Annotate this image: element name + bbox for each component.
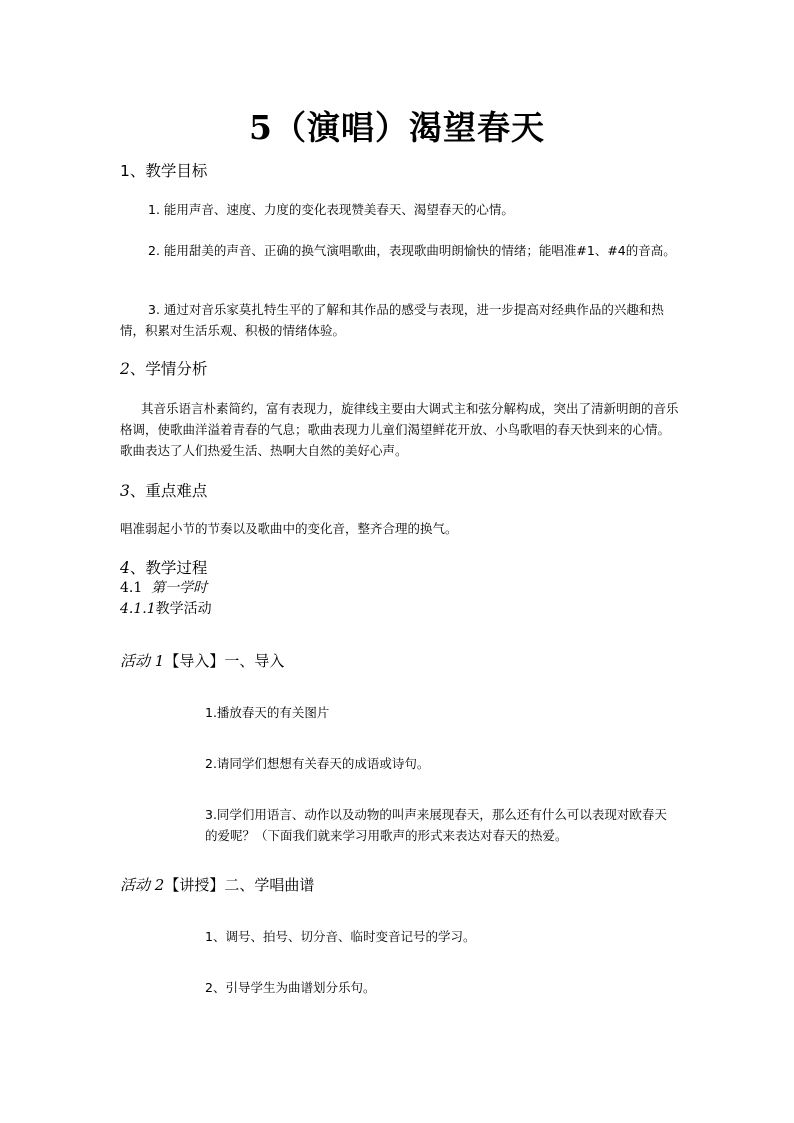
key-points-paragraph: 唱准弱起小节的节奏以及歌曲中的变化音，整齐合理的换气。: [120, 521, 458, 536]
activity-prefix: 活动 2: [120, 876, 165, 894]
section-heading-analysis: [120, 358, 207, 380]
section-heading-objectives: 1、教学目标: [120, 162, 208, 180]
section-heading-process: [120, 557, 207, 579]
section-number: 3: [120, 482, 130, 500]
activity-title: 【讲授】二、学唱曲谱: [164, 876, 315, 894]
activity-prefix: 活动 1: [120, 652, 165, 670]
page-title: 5（演唱）渴望春天: [249, 108, 545, 147]
subsection-text: 教学活动: [155, 601, 212, 617]
activity-1-item-2: 2.请同学们想想有关春天的成语或诗句。: [205, 756, 430, 771]
objective-item-1: 1. 能用声音、速度、力度的变化表现赞美春天、渴望春天的心情。: [148, 202, 514, 217]
subsection-text: 第一学时: [151, 580, 208, 596]
activity-1-item-3: 3.同学们用语言、动作以及动物的叫声来展现春天，那么还有什么可以表现对欧春天的爱呢？（下面我们就来学习用歌声的形式来表达对春天的热爱。: [205, 807, 667, 843]
activity-2-item-1: 1、调号、拍号、切分音、临时变音记号的学习。: [205, 929, 476, 944]
subsection-lesson: [120, 578, 207, 598]
section-number: 4: [120, 559, 130, 577]
section-heading-text: 、学情分析: [129, 360, 208, 378]
subsection-number: 4.1: [120, 580, 143, 596]
section-heading-text: 、教学过程: [129, 559, 208, 577]
objective-item-2: 2. 能用甜美的声音、正确的换气演唱歌曲，表现歌曲明朗愉快的情绪；能唱准#1、#4的音高。: [148, 243, 676, 258]
objective-item-3: 3. 通过对音乐家莫扎特生平的了解和其作品的感受与表现，进一步提高对经典作品的兴趣和热情，积累对生活乐观、积极的情绪体验。: [120, 302, 664, 338]
subsection-activities: [120, 599, 212, 619]
activity-2-heading: [120, 874, 314, 896]
activity-1-heading: [120, 650, 284, 672]
section-number: 2: [120, 360, 130, 378]
subsection-number: 4.1.1: [120, 601, 156, 617]
section-heading-text: 、重点难点: [129, 482, 208, 500]
analysis-paragraph: 其音乐语言朴素简约，富有表现力，旋律线主要由大调式主和弦分解构成，突出了清新明朗的音乐格调，使歌曲洋溢着青春的气息；歌曲表现力儿童们渴望鲜花开放、小鸟歌唱的春天快到来的心情。歌曲表达了人们热爱生活、热啊大自然的美好心声。: [120, 401, 679, 458]
section-heading-key-points: [120, 480, 207, 502]
activity-2-item-2: 2、引导学生为曲谱划分乐句。: [205, 980, 376, 995]
activity-title: 【导入】一、导入: [164, 652, 285, 670]
activity-1-item-1: 1.播放春天的有关图片: [205, 705, 330, 720]
